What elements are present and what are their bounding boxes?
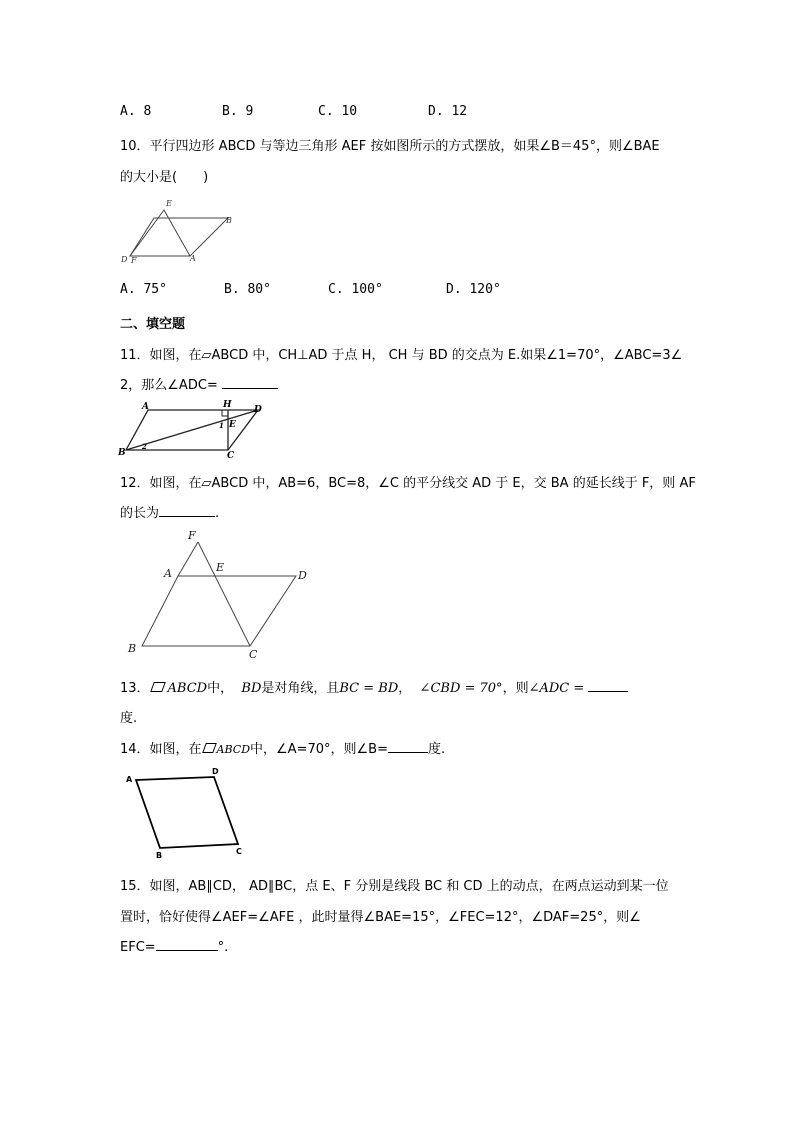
q14-text (120, 738, 445, 757)
q11-right-angle-mark (222, 410, 228, 416)
q12-answer-blank[interactable] (159, 503, 215, 517)
q13-p8: ，则 (502, 681, 529, 696)
q13-abcd: ABCD (167, 681, 208, 696)
q15-text-line2: 置时，恰好使得∠AEF=∠AFE ，此时量得∠BAE=15°，∠FEC=12°，∠DAF=25°，则∠ (120, 910, 641, 925)
q12-label-b: B (128, 642, 137, 655)
q13-p4: 是对角线，且 (261, 681, 340, 696)
q12-text-line2 (120, 502, 219, 521)
q12-label-c: C (249, 648, 258, 661)
q11-label-a: A (142, 402, 149, 412)
q9-option-d: D. 12 (428, 104, 468, 119)
q14-parallelogram (136, 777, 238, 848)
q14-label-b: B (156, 851, 163, 860)
q11-text-line2 (120, 374, 278, 393)
q11-label-d: D (254, 405, 262, 415)
q11-line2-text: 2，那么∠ADC= (120, 378, 218, 393)
q10-option-b: B. 80° (224, 282, 271, 297)
q11-label-c: C (227, 451, 235, 461)
q14-parallelogram-symbol (202, 743, 217, 753)
q13-bd: BD (241, 681, 262, 696)
q12-line2-post: . (215, 506, 220, 521)
q13-parallelogram-symbol (150, 682, 166, 692)
q13-text-line2: 度. (120, 711, 138, 726)
q11-label-b: B (118, 448, 126, 458)
q15-line3-pre: EFC= (120, 940, 156, 955)
q9-option-a: A. 8 (120, 104, 152, 119)
q13-answer-blank[interactable] (588, 678, 628, 692)
q12-label-d: D (298, 569, 307, 582)
q12-line2-pre: 的长为 (120, 506, 160, 521)
q11-label-h: H (223, 400, 232, 410)
q12-extension-af (178, 542, 198, 576)
q13-number: 13． (120, 681, 150, 696)
q12-label-f: F (188, 529, 196, 542)
q10-triangle (130, 210, 190, 256)
q10-label-e: E (166, 199, 172, 208)
q10-option-d: D. 120° (446, 282, 501, 297)
q10-figure (118, 196, 248, 268)
q13-eq1: BC = BD (339, 681, 399, 696)
q11-answer-blank[interactable] (222, 375, 278, 389)
q10-text-line2: 的大小是( ) (120, 170, 209, 185)
q11-label-e: E (229, 420, 236, 430)
section2-title: 二、填空题 (120, 317, 186, 332)
q9-option-b: B. 9 (222, 104, 254, 119)
q10-option-a: A. 75° (120, 282, 167, 297)
q15-answer-blank[interactable] (156, 937, 218, 951)
q14-abcd: ABCD (216, 743, 251, 756)
q12-label-a: A (164, 567, 172, 580)
q13-p2: 中， (207, 681, 234, 696)
q10-option-c: C. 100° (328, 282, 383, 297)
q11-label-2: 2 (142, 442, 147, 451)
q13-eq3: ∠ADC = (528, 681, 585, 696)
q12-bisector-cf (198, 542, 250, 646)
q15-text-line1: 15．如图，AB∥CD， AD∥BC，点 E、F 分别是线段 BC 和 CD 上的动点，在两点运动到某一位 (120, 879, 669, 894)
q10-label-d: D (121, 255, 128, 264)
q10-text-line1: 10．平行四边形 ABCD 与等边三角形 AEF 按如图所示的方式摆放，如果∠B＝45°，则∠BAE (120, 139, 660, 154)
q11-label-1: 1 (219, 421, 224, 430)
q13-text-line1 (120, 677, 628, 696)
q11-text-line1: 11．如图，在▱ABCD 中，CH⊥AD 于点 H， CH 与 BD 的交点为 E.如果∠1=70°，∠ABC=3∠ (120, 348, 683, 363)
q14-mid: 中，∠A=70°，则∠B= (250, 742, 388, 757)
q14-label-d: D (212, 767, 219, 776)
q13-p6: ， (398, 681, 412, 696)
q14-pre: 14．如图，在 (120, 742, 202, 757)
q14-label-a: A (126, 775, 133, 784)
q14-post: 度. (427, 742, 446, 757)
q15-line3-post: °. (217, 940, 229, 955)
q10-label-b: B (226, 216, 232, 225)
q13-eq2: ∠CBD = 70° (419, 681, 503, 696)
q14-answer-blank[interactable] (388, 739, 428, 753)
q12-label-e: E (216, 561, 225, 574)
q11-figure (118, 396, 268, 461)
q9-option-c: C. 10 (318, 104, 358, 119)
q10-label-f: F (131, 256, 137, 265)
q12-parallelogram (142, 576, 296, 646)
q12-text-line1: 12．如图，在▱ABCD 中，AB=6，BC=8，∠C 的平分线交 AD 于 E，交 BA 的延长线于 F，则 AF (120, 476, 696, 491)
q10-label-a: A (190, 254, 196, 263)
q14-label-c: C (236, 847, 242, 856)
q12-figure (126, 528, 316, 662)
q15-text-line3 (120, 937, 228, 955)
q14-figure (122, 768, 252, 860)
